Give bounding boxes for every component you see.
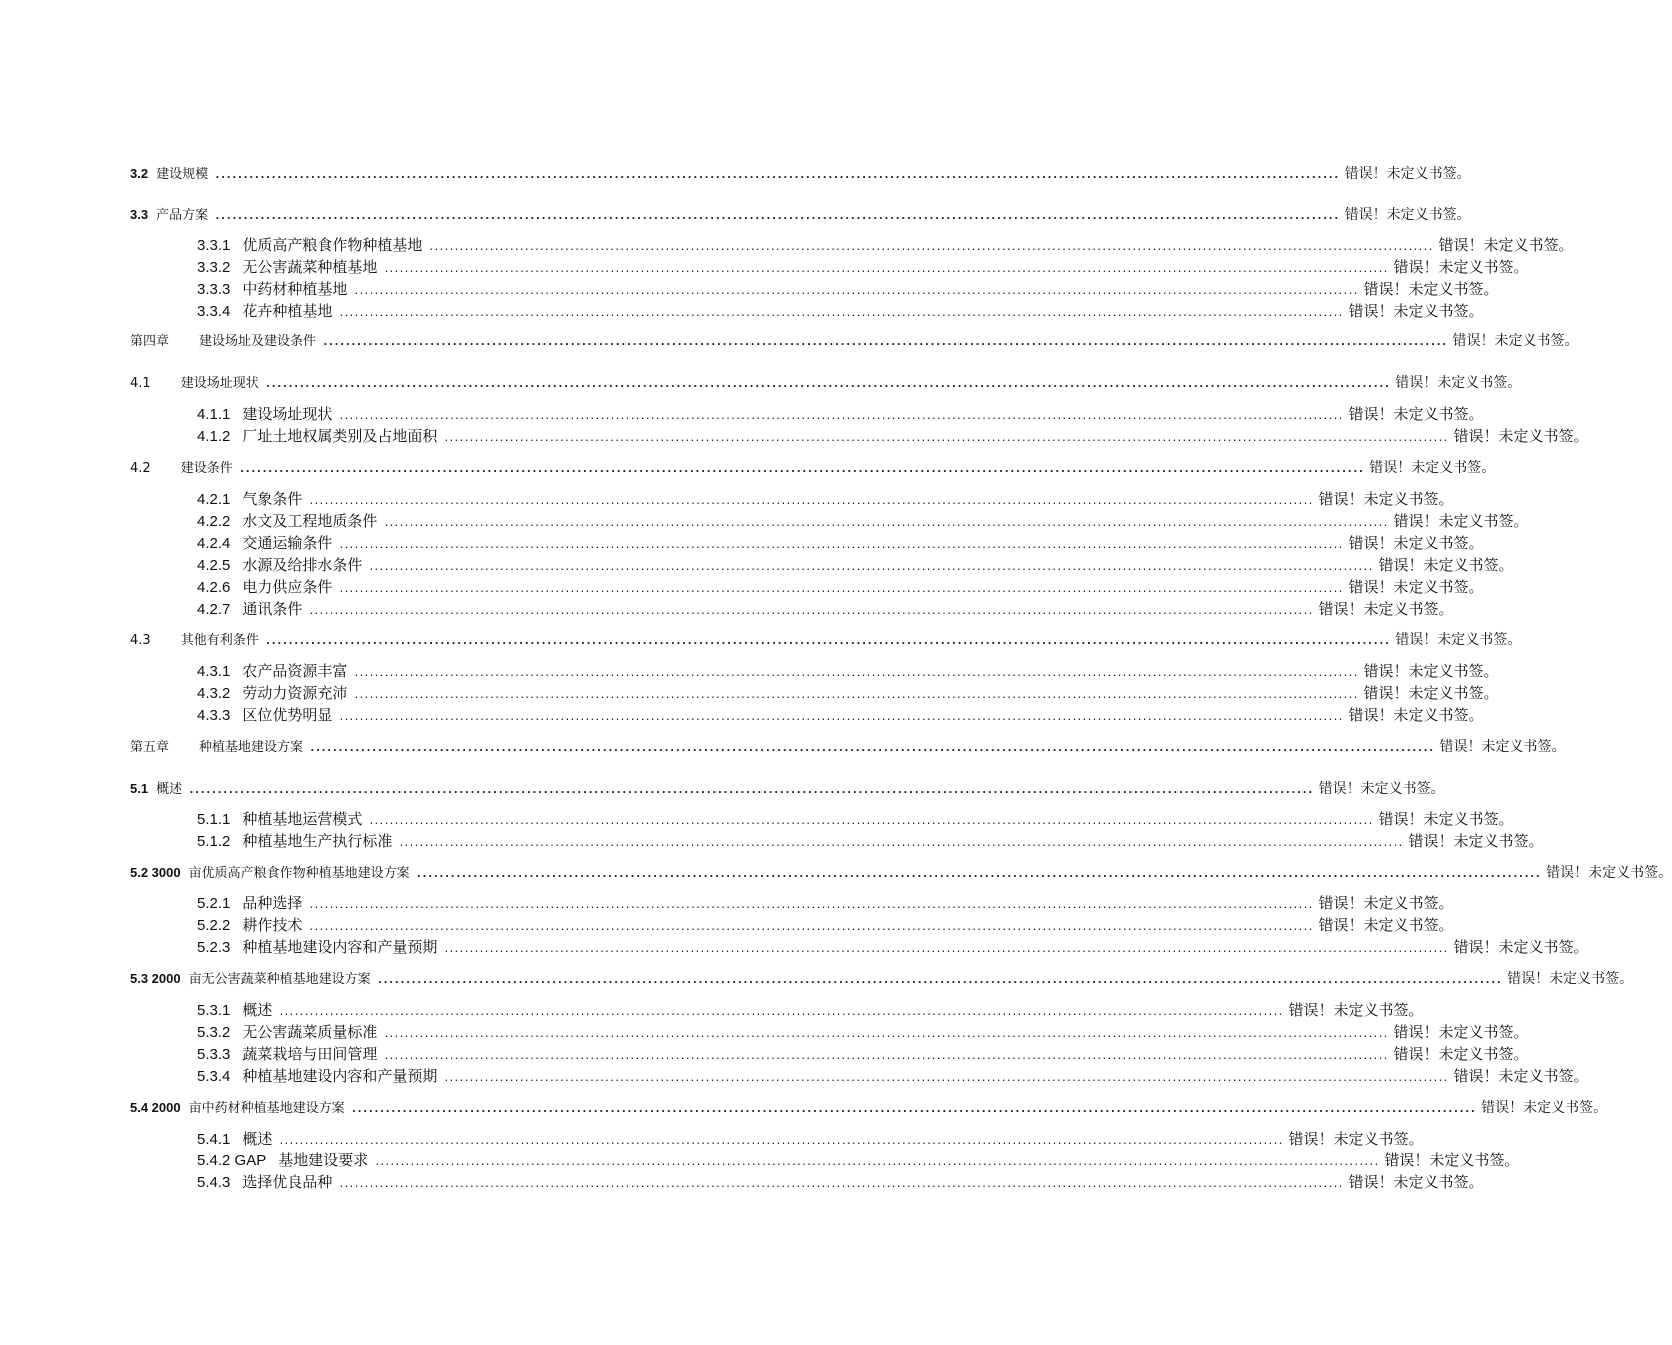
toc-entry-number: 5.1.2: [197, 833, 231, 850]
toc-entry-page-ref: 错误！未定义书签。: [1288, 1001, 1424, 1019]
toc-entry[interactable]: [197, 999, 1424, 1020]
toc-entry-number: 4.3.1: [197, 663, 231, 680]
toc-entry-page-ref: 错误！未定义书签。: [1344, 166, 1471, 182]
toc-entry-title: 气象条件: [242, 490, 303, 508]
toc-entry-number: 5.4.2 GAP: [197, 1152, 267, 1169]
toc-entry-title: 亩无公害蔬菜种植基地建设方案: [188, 972, 371, 987]
toc-entry-number: 4.3.2: [197, 685, 231, 702]
toc-entry[interactable]: [197, 554, 1514, 575]
toc-entry-title: 区位优势明显: [242, 706, 333, 724]
toc-entry-number: 第五章: [130, 740, 170, 755]
dot-leader: ........................................................................................................................................................................................................: [338, 712, 1343, 723]
dot-leader: ........................................................................................................................................................................................................: [264, 634, 1390, 647]
toc-entry-number: 4.3: [130, 633, 151, 648]
toc-entry-number: 4.1.2: [197, 428, 231, 445]
toc-entry-page-ref: 错误！未定义书签。: [1453, 938, 1589, 956]
toc-entry-page-ref: 错误！未定义书签。: [1393, 512, 1529, 530]
dot-leader: ........................................................................................................................................................................................................: [353, 690, 1358, 701]
dot-leader: ........................................................................................................................................................................................................: [443, 944, 1448, 955]
toc-entry-title: 概述: [242, 1130, 273, 1148]
dot-leader: ........................................................................................................................................................................................................: [338, 1179, 1343, 1190]
toc-entry[interactable]: [197, 830, 1544, 851]
toc-entry-number: 3.3: [130, 207, 149, 222]
toc-entry-page-ref: 错误！未定义书签。: [1348, 706, 1484, 724]
toc-entry-title: 种植基地建设内容和产量预期: [242, 938, 438, 956]
toc-entry[interactable]: [197, 425, 1589, 446]
dot-leader: ........................................................................................................................................................................................................: [383, 1051, 1388, 1062]
dot-leader: ........................................................................................................................................................................................................: [338, 308, 1343, 319]
dot-leader: ........................................................................................................................................................................................................: [353, 668, 1358, 679]
toc-entry-title: 蔬菜栽培与田间管理: [242, 1045, 378, 1063]
dot-leader: ........................................................................................................................................................................................................: [309, 741, 1434, 754]
toc-entry[interactable]: [197, 660, 1499, 681]
toc-entry[interactable]: [197, 598, 1454, 619]
toc-entry-title: 概述: [156, 782, 183, 797]
toc-entry[interactable]: [130, 372, 1522, 392]
toc-entry[interactable]: [197, 704, 1484, 725]
dot-leader: ........................................................................................................................................................................................................: [350, 1102, 1476, 1115]
toc-entry-page-ref: 错误！未定义书签。: [1395, 375, 1522, 391]
dot-leader: ........................................................................................................................................................................................................: [338, 411, 1343, 422]
toc-entry-title: 无公害蔬菜质量标准: [242, 1023, 378, 1041]
toc-entry[interactable]: [197, 576, 1484, 597]
toc-entry[interactable]: [197, 892, 1454, 913]
toc-entry-number: 5.1: [130, 781, 149, 796]
toc-entry-title: 电力供应条件: [242, 578, 333, 596]
toc-entry-page-ref: 错误！未定义书签。: [1393, 1045, 1529, 1063]
toc-entry[interactable]: [130, 163, 1471, 183]
toc-entry[interactable]: [197, 936, 1589, 957]
toc-entry-page-ref: 错误！未定义书签。: [1438, 236, 1574, 254]
toc-entry-page-ref: 错误！未定义书签。: [1393, 258, 1529, 276]
toc-entry[interactable]: [130, 204, 1471, 224]
toc-entry[interactable]: [130, 629, 1522, 649]
toc-entry[interactable]: [197, 914, 1454, 935]
toc-entry[interactable]: [197, 278, 1499, 299]
dot-leader: ........................................................................................................................................................................................................: [353, 286, 1358, 297]
toc-entry-number: 5.3.1: [197, 1002, 231, 1019]
toc-entry-title: 建设场址及建设条件: [199, 334, 317, 349]
toc-entry-page-ref: 错误！未定义书签。: [1348, 302, 1484, 320]
dot-leader: ........................................................................................................................................................................................................: [368, 562, 1373, 573]
dot-leader: ........................................................................................................................................................................................................: [383, 1029, 1388, 1040]
toc-entry-number: 4.2.2: [197, 513, 231, 530]
toc-entry-number: 4.2.7: [197, 601, 231, 618]
toc-entry-title: 通讯条件: [242, 600, 303, 618]
dot-leader: ........................................................................................................................................................................................................: [188, 783, 1313, 796]
toc-entry[interactable]: [197, 532, 1484, 553]
toc-entry[interactable]: [197, 234, 1574, 255]
toc-entry-page-ref: 错误！未定义书签。: [1344, 207, 1471, 223]
toc-entry-number: 4.3.3: [197, 707, 231, 724]
toc-entry-title: 亩优质高产粮食作物种植基地建设方案: [188, 866, 410, 881]
toc-entry-title: 建设规模: [156, 167, 209, 182]
toc-entry-number: 3.3.1: [197, 237, 231, 254]
toc-entry-number: 4.2.1: [197, 491, 231, 508]
toc-entry-page-ref: 错误！未定义书签。: [1452, 333, 1579, 349]
toc-entry-page-ref: 错误！未定义书签。: [1318, 894, 1454, 912]
toc-entry-number: 5.2.3: [197, 939, 231, 956]
toc-entry[interactable]: [197, 510, 1529, 531]
toc-entry-page-ref: 错误！未定义书签。: [1546, 865, 1672, 881]
toc-entry-title: 劳动力资源充沛: [242, 684, 348, 702]
dot-leader: ........................................................................................................................................................................................................: [443, 1073, 1448, 1084]
toc-entry-title: 种植基地建设内容和产量预期: [242, 1067, 438, 1085]
toc-entry[interactable]: [197, 300, 1484, 321]
toc-entry-number: 5.3.3: [197, 1046, 231, 1063]
toc-entry-title: 耕作技术: [242, 916, 303, 934]
dot-leader: ........................................................................................................................................................................................................: [308, 496, 1313, 507]
toc-entry-page-ref: 错误！未定义书签。: [1348, 534, 1484, 552]
toc-entry[interactable]: [197, 682, 1499, 703]
dot-leader: ........................................................................................................................................................................................................: [368, 816, 1373, 827]
dot-leader: ........................................................................................................................................................................................................: [214, 168, 1339, 181]
toc-entry-title: 交通运输条件: [242, 534, 333, 552]
toc-entry[interactable]: [197, 1065, 1589, 1086]
toc-entry[interactable]: [197, 1043, 1529, 1064]
toc-entry-number: 5.3.2: [197, 1024, 231, 1041]
toc-entry-number: 3.3.3: [197, 281, 231, 298]
toc-entry-number: 5.4 2000: [130, 1100, 181, 1115]
toc-entry-number: 5.2 3000: [130, 865, 181, 880]
toc-entry-title: 建设场址现状: [180, 376, 259, 391]
toc-entry[interactable]: [197, 1171, 1484, 1192]
toc-entry-page-ref: 错误！未定义书签。: [1288, 1130, 1424, 1148]
dot-leader: ........................................................................................................................................................................................................: [308, 900, 1313, 911]
dot-leader: ........................................................................................................................................................................................................: [383, 518, 1388, 529]
toc-entry-page-ref: 错误！未定义书签。: [1453, 427, 1589, 445]
toc-entry-page-ref: 错误！未定义书签。: [1408, 832, 1544, 850]
toc-entry-number: 5.3 2000: [130, 971, 181, 986]
toc-entry-title: 中药材种植基地: [242, 280, 348, 298]
dot-leader: ........................................................................................................................................................................................................: [264, 377, 1390, 390]
toc-entry-page-ref: 错误！未定义书签。: [1348, 1173, 1484, 1191]
toc-entry-page-ref: 错误！未定义书签。: [1453, 1067, 1589, 1085]
toc-entry-number: 4.2: [130, 461, 151, 476]
dot-leader: ........................................................................................................................................................................................................: [398, 838, 1403, 849]
toc-entry[interactable]: [197, 256, 1529, 277]
dot-leader: ........................................................................................................................................................................................................: [338, 540, 1343, 551]
toc-entry-page-ref: 错误！未定义书签。: [1481, 1100, 1608, 1116]
toc-entry-title: 水文及工程地质条件: [242, 512, 378, 530]
toc-entry[interactable]: [197, 403, 1484, 424]
toc-entry-page-ref: 错误！未定义书签。: [1369, 460, 1496, 476]
toc-entry-number: 5.1.1: [197, 811, 231, 828]
toc-entry-title: 其他有利条件: [180, 633, 259, 648]
toc-entry-title: 亩中药材种植基地建设方案: [188, 1101, 345, 1116]
toc-entry[interactable]: [197, 1149, 1520, 1170]
toc-entry-page-ref: 错误！未定义书签。: [1318, 781, 1445, 797]
toc-entry-title: 建设场址现状: [242, 405, 333, 423]
toc-entry-page-ref: 错误！未定义书签。: [1395, 632, 1522, 648]
toc-entry-number: 5.3.4: [197, 1068, 231, 1085]
dot-leader: ........................................................................................................................................................................................................: [322, 335, 1447, 348]
toc-entry-title: 优质高产粮食作物种植基地: [242, 236, 423, 254]
toc-entry-number: 3.3.2: [197, 259, 231, 276]
dot-leader: ........................................................................................................................................................................................................: [214, 209, 1339, 222]
toc-entry[interactable]: [130, 862, 1672, 882]
toc-entry-page-ref: 错误！未定义书签。: [1318, 490, 1454, 508]
toc-entry-page-ref: 错误！未定义书签。: [1439, 739, 1566, 755]
toc-entry-number: 5.4.1: [197, 1131, 231, 1148]
toc-entry-title: 产品方案: [156, 208, 209, 223]
toc-entry-title: 品种选择: [242, 894, 303, 912]
toc-entry-title: 农产品资源丰富: [242, 662, 348, 680]
toc-entry-number: 4.1.1: [197, 406, 231, 423]
toc-entry-page-ref: 错误！未定义书签。: [1393, 1023, 1529, 1041]
toc-entry-page-ref: 错误！未定义书签。: [1363, 662, 1499, 680]
dot-leader: ........................................................................................................................................................................................................: [278, 1136, 1283, 1147]
toc-entry-title: 种植基地生产执行标准: [242, 832, 393, 850]
toc-entry-number: 5.4.3: [197, 1174, 231, 1191]
toc-entry-number: 第四章: [130, 334, 170, 349]
toc-entry-number: 3.3.4: [197, 303, 231, 320]
toc-entry-number: 5.2.1: [197, 895, 231, 912]
toc-entry-number: 4.2.5: [197, 557, 231, 574]
toc-entry-title: 选择优良品种: [242, 1173, 333, 1191]
toc-entry-number: 5.2.2: [197, 917, 231, 934]
dot-leader: ........................................................................................................................................................................................................: [308, 606, 1313, 617]
toc-entry[interactable]: [130, 778, 1445, 798]
toc-entry-page-ref: 错误！未定义书签。: [1363, 684, 1499, 702]
dot-leader: ........................................................................................................................................................................................................: [374, 1157, 1379, 1168]
dot-leader: ........................................................................................................................................................................................................: [376, 973, 1502, 986]
toc-entry-title: 概述: [242, 1001, 273, 1019]
toc-entry-page-ref: 错误！未定义书签。: [1348, 405, 1484, 423]
toc-entry-title: 花卉种植基地: [242, 302, 333, 320]
toc-entry[interactable]: [197, 1128, 1424, 1149]
toc-entry[interactable]: [197, 488, 1454, 509]
toc-entry[interactable]: [130, 457, 1496, 477]
toc-entry[interactable]: [130, 968, 1634, 988]
toc-entry-page-ref: 错误！未定义书签。: [1384, 1151, 1520, 1169]
toc-entry[interactable]: [130, 736, 1566, 756]
toc-entry-title: 种植基地建设方案: [199, 740, 304, 755]
toc-entry-page-ref: 错误！未定义书签。: [1507, 971, 1634, 987]
toc-entry-title: 建设条件: [180, 461, 233, 476]
toc-entry-title: 无公害蔬菜种植基地: [242, 258, 378, 276]
toc-entry-title: 基地建设要求: [278, 1151, 369, 1169]
dot-leader: ........................................................................................................................................................................................................: [415, 867, 1541, 880]
toc-entry-page-ref: 错误！未定义书签。: [1378, 556, 1514, 574]
dot-leader: ........................................................................................................................................................................................................: [238, 462, 1364, 475]
dot-leader: ........................................................................................................................................................................................................: [383, 264, 1388, 275]
toc-entry-number: 4.1: [130, 376, 151, 391]
toc-entry-page-ref: 错误！未定义书签。: [1378, 810, 1514, 828]
toc-entry[interactable]: [197, 1021, 1529, 1042]
dot-leader: ........................................................................................................................................................................................................: [338, 584, 1343, 595]
dot-leader: ........................................................................................................................................................................................................: [308, 922, 1313, 933]
toc-entry-page-ref: 错误！未定义书签。: [1363, 280, 1499, 298]
toc-entry[interactable]: [197, 808, 1514, 829]
dot-leader: ........................................................................................................................................................................................................: [428, 242, 1433, 253]
toc-entry[interactable]: [130, 1097, 1608, 1117]
toc-entry-page-ref: 错误！未定义书签。: [1348, 578, 1484, 596]
toc-entry[interactable]: [130, 330, 1579, 350]
toc-entry-number: 4.2.6: [197, 579, 231, 596]
toc-entry-number: 4.2.4: [197, 535, 231, 552]
toc-entry-title: 厂址土地权属类别及占地面积: [242, 427, 438, 445]
toc-entry-title: 水源及给排水条件: [242, 556, 363, 574]
toc-entry-number: 3.2: [130, 166, 149, 181]
toc-entry-title: 种植基地运营模式: [242, 810, 363, 828]
dot-leader: ........................................................................................................................................................................................................: [443, 433, 1448, 444]
dot-leader: ........................................................................................................................................................................................................: [278, 1007, 1283, 1018]
toc-entry-page-ref: 错误！未定义书签。: [1318, 916, 1454, 934]
toc-entry-page-ref: 错误！未定义书签。: [1318, 600, 1454, 618]
